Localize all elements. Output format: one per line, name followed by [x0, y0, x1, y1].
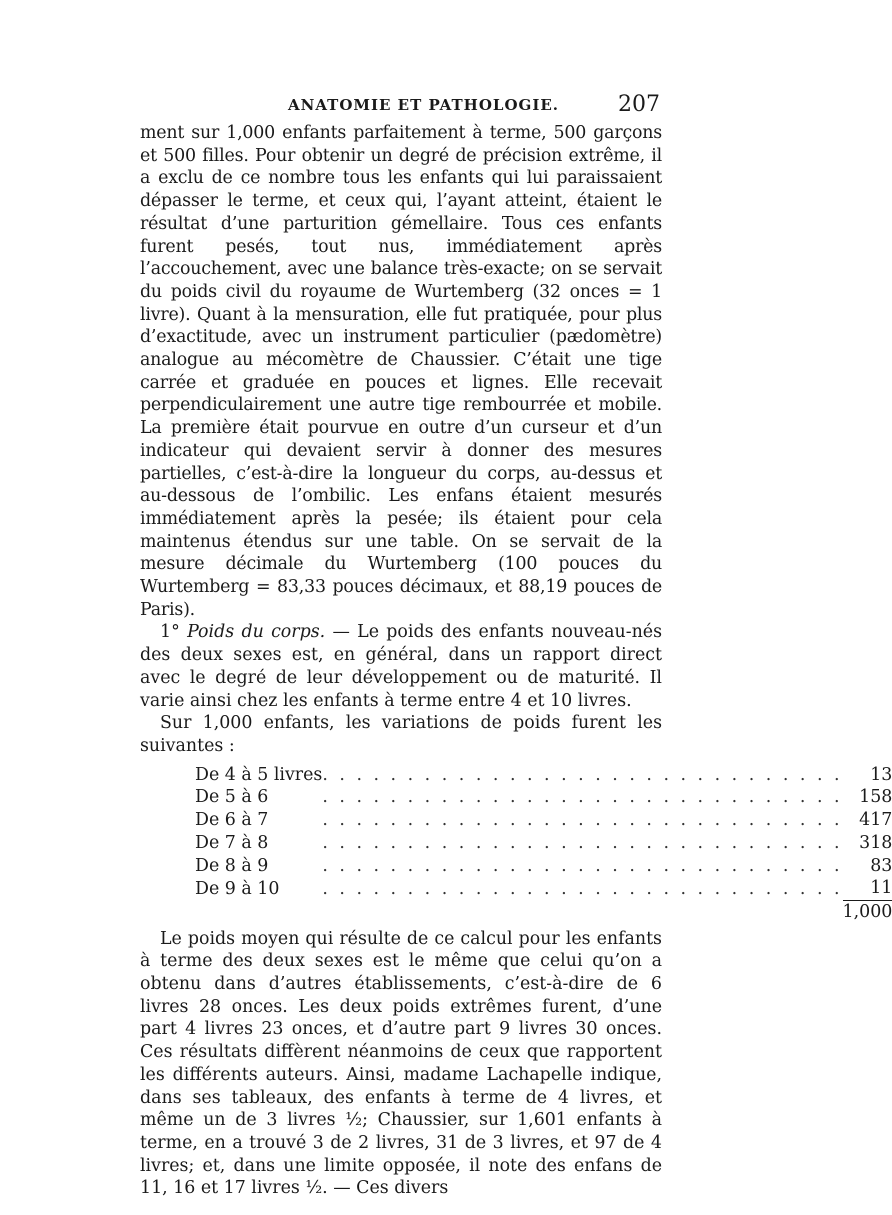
row-value: 417 [859, 810, 892, 831]
table-row [195, 764, 892, 787]
leader-dots: . . . . . . . . . . . . . . . . . . . . . . . . . . . . . . . [322, 764, 843, 785]
row-value: 158 [859, 787, 892, 808]
row-label: De 6 à 7 [195, 810, 269, 831]
row-value: 318 [859, 832, 892, 853]
page-body [140, 122, 892, 1200]
row-value: 13 [870, 764, 892, 785]
table-row [195, 832, 892, 855]
running-title: ANATOMIE ET PATHOLOGIE. [288, 96, 559, 114]
table-row [195, 786, 892, 809]
leader-dots: . . . . . . . . . . . . . . . . . . . . . . . . . . . . . . . [322, 878, 843, 899]
section-number: 1° [160, 622, 180, 643]
table-intro: Sur 1,000 enfants, les variations de poids furent les suivantes : [140, 713, 662, 756]
leader-dots: . . . . . . . . . . . . . . . . . . . . . . . . . . . . . . . [322, 832, 843, 853]
row-label: De 9 à 10 [195, 878, 280, 899]
leader-dots: . . . . . . . . . . . . . . . . . . . . . . . . . . . . . . . [322, 855, 843, 876]
page-header [140, 92, 660, 122]
table-total: 1,000 [842, 901, 892, 922]
table-row [195, 855, 892, 878]
table-total-row [195, 900, 892, 923]
section-paragraph [140, 621, 662, 712]
weight-table [195, 764, 892, 924]
row-label: De 8 à 9 [195, 855, 269, 876]
page-number: 207 [618, 92, 660, 117]
row-label: De 4 à 5 livres [195, 764, 323, 785]
section-title: Poids du corps. [187, 622, 326, 643]
table-row [195, 809, 892, 832]
leader-dots: . . . . . . . . . . . . . . . . . . . . . . . . . . . . . . . [322, 810, 843, 831]
row-value: 11 [870, 878, 892, 899]
opening-paragraph: ment sur 1,000 enfants parfaitement à terme, 500 garçons et 500 filles. Pour obtenir un degré de précision extrême, il a exclu de ce nombre tous les enfants qui lui paraissaient dépasser le terme, et ceux qui, l’ayant atteint, étaient le résultat d’une parturition gémellaire. Tous ces enfants furent pesés, tout nus, immédiatement après l’accouchement, avec une balance très-exacte; on se servait du poids civil du royaume de Wurtemberg (32 onces = 1 livre). Quant à la mensuration, elle fut pratiquée, pour plus d’exactitude, avec un instrument particulier (pædomètre) analogue au mécomètre de Chaussier. C’était une tige carrée et graduée en pouces et lignes. Elle recevait perpendiculairement une autre tige rembourrée et mobile. La première était pourvue en outre d’un curseur et d’un indicateur qui devaient servir à donner des mesures partielles, c’est-à-dire la longueur du corps, au-dessus et au-dessous de l’ombilic. Les enfans étaient mesurés immédiatement après la pesée; ils étaient pour cela maintenus étendus sur une table. On se servait de la mesure décimale du Wurtemberg (100 pouces du Wurtemberg = 83,33 pouces décimaux, et 88,19 pouces de Paris). [140, 123, 662, 620]
row-value: 83 [870, 855, 892, 876]
closing-paragraph: Le poids moyen qui résulte de ce calcul pour les enfants à terme des deux sexes est le même que celui qu’on a obtenu dans d’autres établissements, c’est-à-dire de 6 livres 28 onces. Les deux poids extrêmes furent, d’une part 4 livres 23 onces, et d’autre part 9 livres 30 onces. Ces résultats diffèrent néanmoins de ceux que rapportent les différents auteurs. Ainsi, madame Lachapelle indique, dans ses tableaux, des enfants à terme de 4 livres, et même un de 3 livres ½; Chaussier, sur 1,601 enfants à terme, en a trouvé 3 de 2 livres, 31 de 3 livres, et 97 de 4 livres; et, dans une limite opposée, il note des enfans de 11, 16 et 17 livres ½. — Ces divers [140, 928, 662, 1199]
row-label: De 7 à 8 [195, 832, 269, 853]
leader-dots: . . . . . . . . . . . . . . . . . . . . . . . . . . . . . . . [322, 787, 843, 808]
row-label: De 5 à 6 [195, 787, 269, 808]
section-text: — Le poids des enfants nouveau-nés des deux sexes est, en général, dans un rapport direct avec le degré de leur développement ou de maturité. Il varie ainsi chez les enfants à terme entre 4 et 10 livres. [140, 622, 662, 711]
table-row [195, 877, 892, 900]
